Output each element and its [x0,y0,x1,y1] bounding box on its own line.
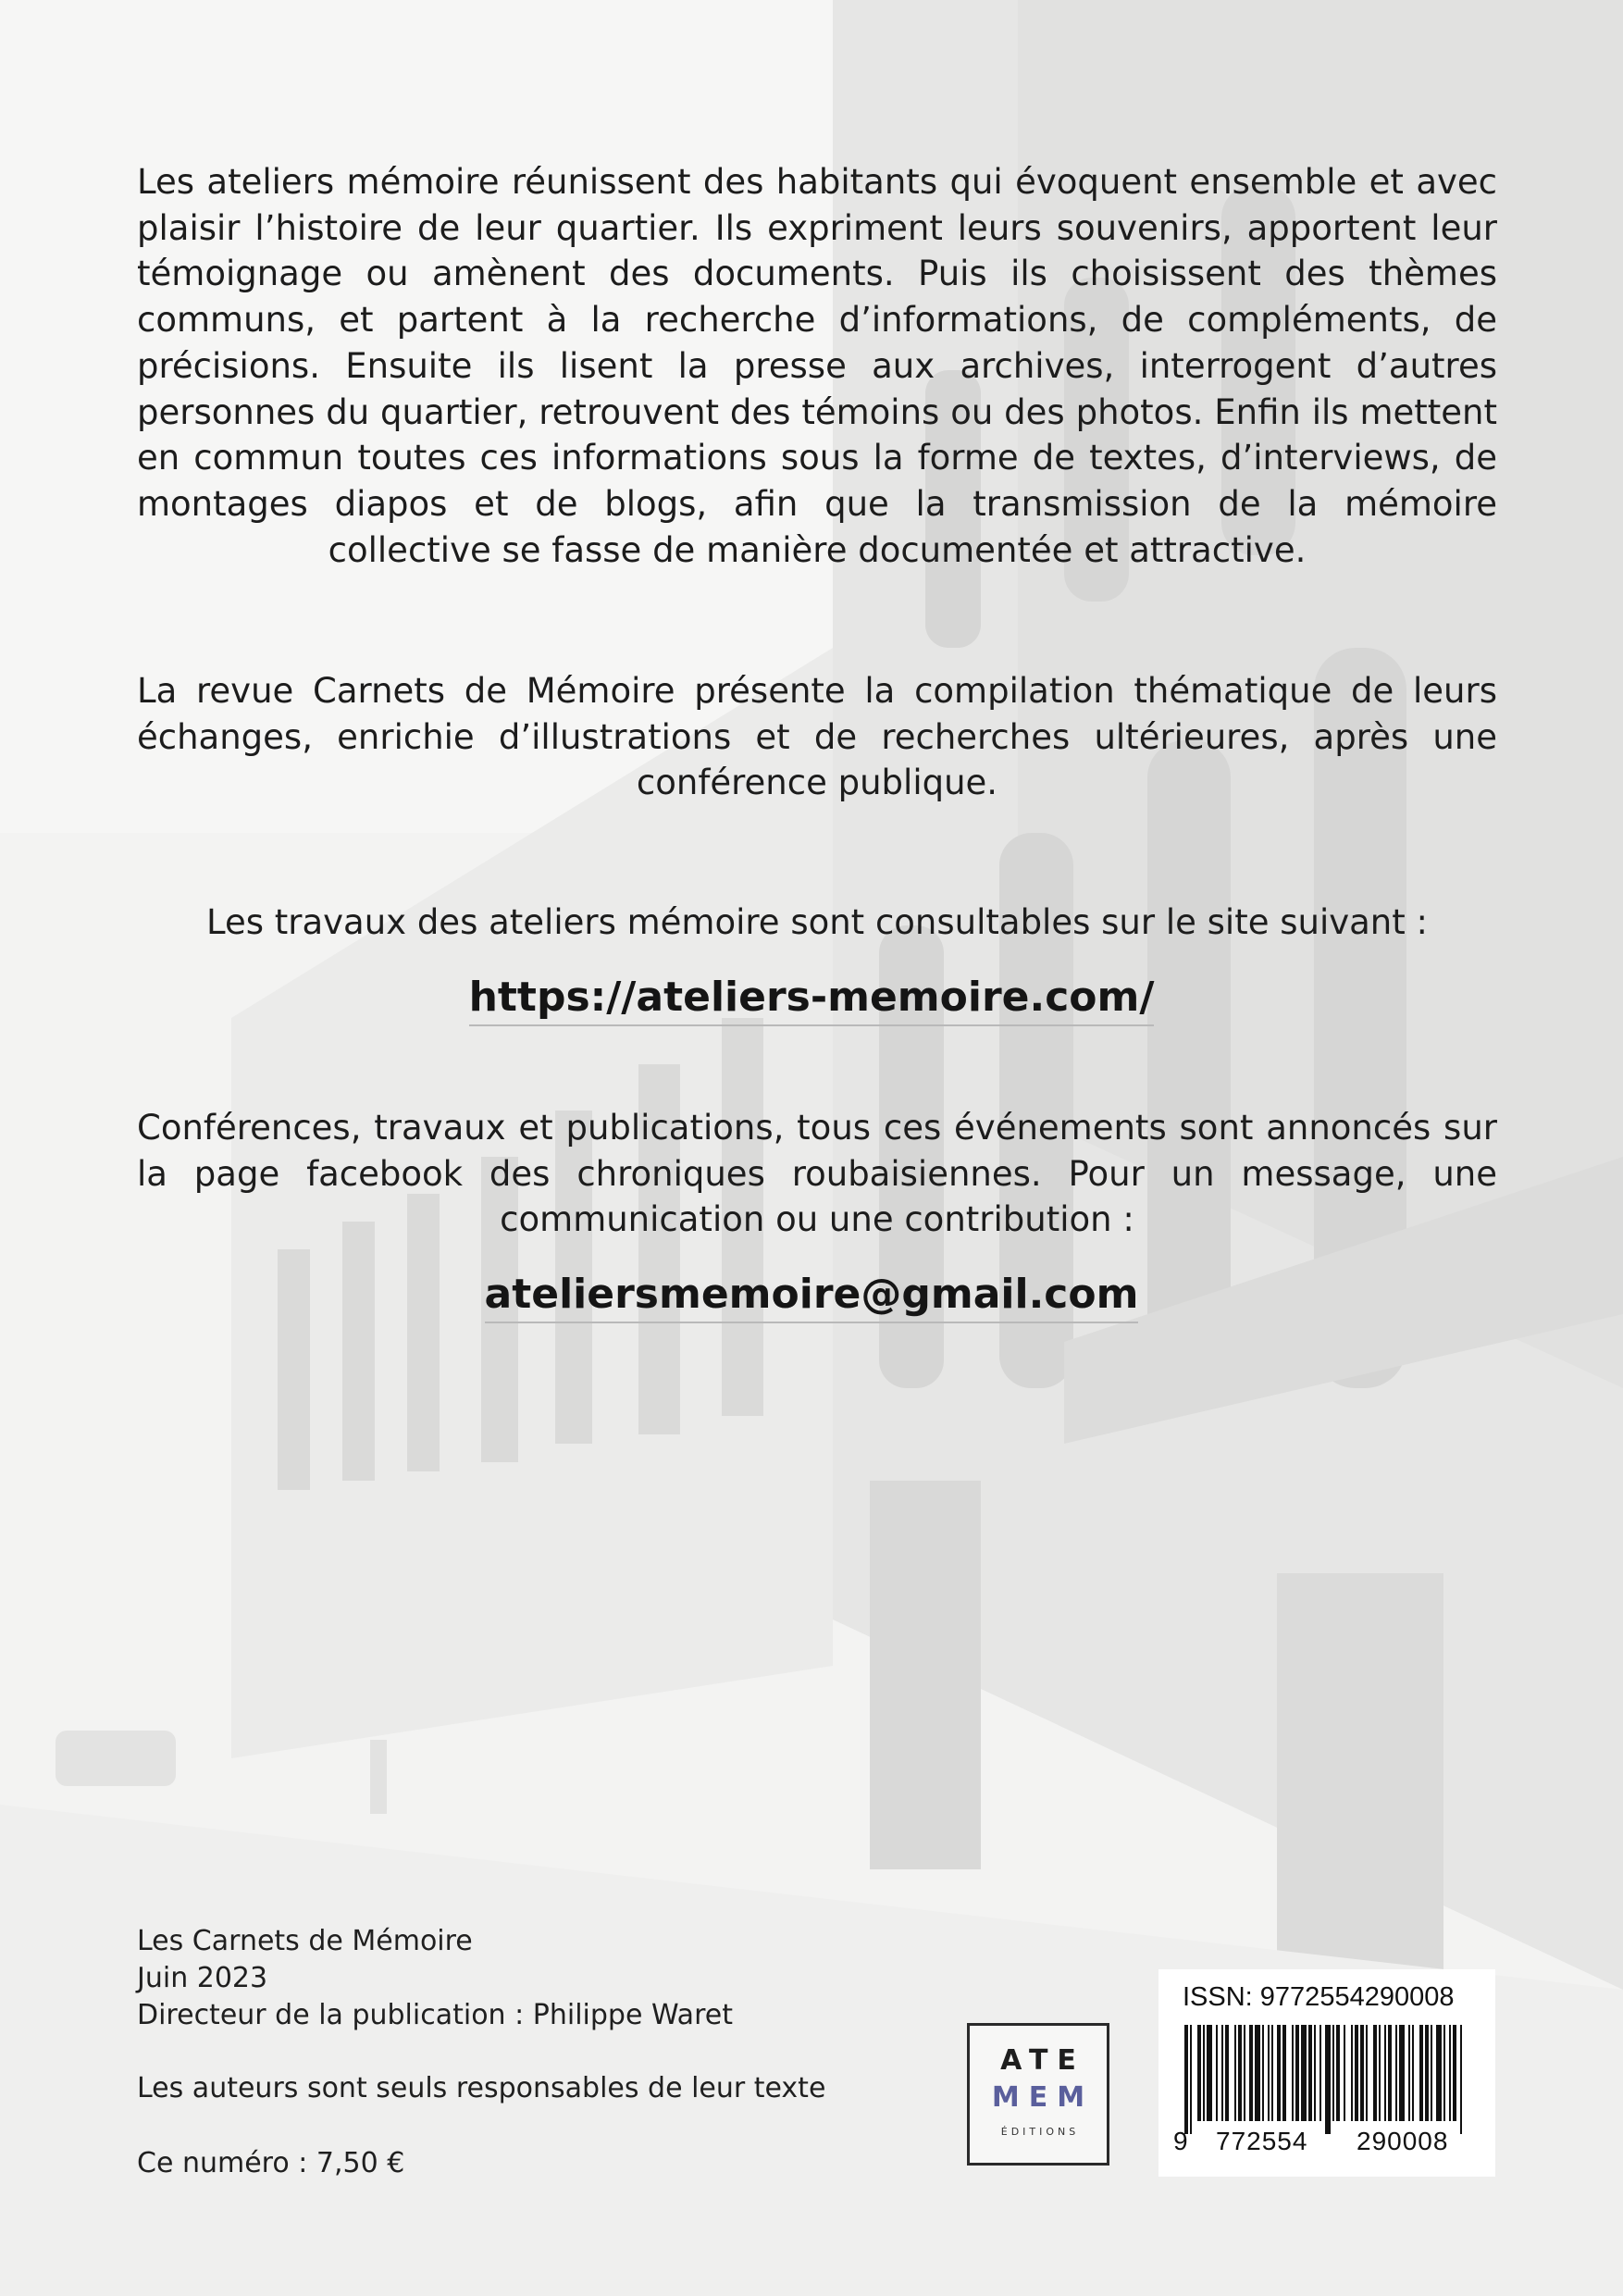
authors-responsibility-note: Les auteurs sont seuls responsables de leur texte [137,2072,826,2104]
barcode-first-digit: 9 [1173,2127,1189,2155]
barcode-bar [1314,2025,1316,2121]
barcode-bar [1453,2025,1456,2121]
barcode-bar [1360,2025,1364,2121]
barcode-bar [1255,2025,1260,2121]
travaux-intro-text: Les travaux des ateliers mémoire sont consultables sur le site suivant : [205,902,1428,942]
barcode-bar [1436,2025,1442,2121]
barcode-bar [1238,2025,1242,2121]
barcode-bar [1399,2025,1405,2121]
publication-date: Juin 2023 [137,1962,268,1994]
barcode-bar [1268,2025,1270,2121]
barcode-bar [1373,2025,1377,2121]
barcode-bar [1262,2025,1264,2121]
barcode-bar [1301,2025,1307,2121]
barcode-bar [1325,2025,1331,2134]
barcode-bar [1412,2025,1414,2121]
barcode-bar [1292,2025,1294,2121]
barcode-bar [1366,2025,1368,2121]
logo-line-ate: ATE [1000,2044,1085,2077]
barcode-bar [1379,2025,1381,2121]
barcode-bar [1244,2025,1245,2121]
barcode-bar [1271,2025,1273,2121]
barcode-bar [1319,2025,1321,2121]
barcode-bar [1216,2025,1218,2121]
colophon-block [137,1923,733,2034]
revue-description-paragraph: La revue Carnets de Mémoire présente la compilation thématique de leurs échanges, enrichie d’illustrations et de recherches ultérieures, après une conférence publique. [137,671,1497,803]
barcode-bar [1395,2025,1397,2121]
logo-line-mem: MEM [991,2081,1095,2114]
barcode-right-digits: 290008 [1357,2127,1449,2155]
barcode-bar [1277,2025,1281,2121]
barcode-bar [1295,2025,1299,2121]
barcode-bar [1332,2025,1334,2121]
barcode-bar [1308,2025,1312,2121]
barcode-bar [1355,2025,1358,2121]
barcode-bar [1225,2025,1229,2121]
barcode-bar [1351,2025,1353,2121]
barcode-bar [1431,2025,1432,2121]
barcode-bar [1184,2025,1188,2134]
barcode-bar [1221,2025,1223,2121]
barcode-bar [1336,2025,1340,2121]
barcode-bar [1234,2025,1236,2121]
barcode-bar [1203,2025,1205,2121]
website-link-container [0,972,1623,1026]
barcode-bar [1449,2025,1451,2121]
barcode-bar [1207,2025,1212,2121]
email-link-container [0,1269,1623,1323]
barcode-bar [1419,2025,1423,2121]
barcode-bar [1190,2025,1192,2134]
barcode-bar [1282,2025,1286,2121]
issue-price: Ce numéro : 7,50 € [137,2147,405,2179]
barcode-bar [1460,2025,1462,2134]
barcode-bar [1443,2025,1445,2121]
website-link[interactable]: https://ateliers-memoire.com/ [469,972,1155,1026]
barcode-bar [1249,2025,1253,2121]
barcode-bar [1388,2025,1392,2121]
barcode-left-digits: 772554 [1216,2127,1308,2155]
conferences-paragraph: Conférences, travaux et publications, tous ces événements sont annoncés sur la page facebook des chroniques roubaisiennes. Pour un message, une communication ou une contribution : [137,1108,1497,1240]
barcode-bar [1408,2025,1410,2121]
email-link[interactable]: ateliersmemoire@gmail.com [485,1269,1139,1323]
ateliers-description-paragraph: Les ateliers mémoire réunissent des habitants qui évoquent ensemble et avec plaisir l’histoire de leur quartier. Ils expriment leurs souvenirs, apportent leur témoignage ou amènent des documents. Puis ils choisissent des thèmes communs, et partent à la recherche d’informations, de compléments, de précisions. Ensuite ils lisent la presse aux archives, interrogent d’autres personnes du quartier, retrouvent des témoins ou des photos. Enfin ils mettent en commun toutes ces informations sous la forme de textes, d’interviews, de montages diapos et de blogs, afin que la transmission de la mémoire collective se fasse de manière documentée et attractive. [137,162,1497,570]
publication-director: Directeur de la publication : Philippe Waret [137,1999,733,2031]
issn-barcode [1158,1969,1495,2177]
barcode-bars [1184,2025,1471,2134]
issn-label: ISSN: 9772554290008 [1183,1982,1455,2012]
publication-title: Les Carnets de Mémoire [137,1925,473,1957]
logo-line-editions: ÉDITIONS [1000,2126,1080,2138]
barcode-bar [1425,2025,1429,2121]
barcode-bar [1197,2025,1201,2121]
barcode-bar [1344,2025,1345,2121]
barcode-bar [1384,2025,1386,2121]
atemem-editions-logo [967,2023,1109,2166]
